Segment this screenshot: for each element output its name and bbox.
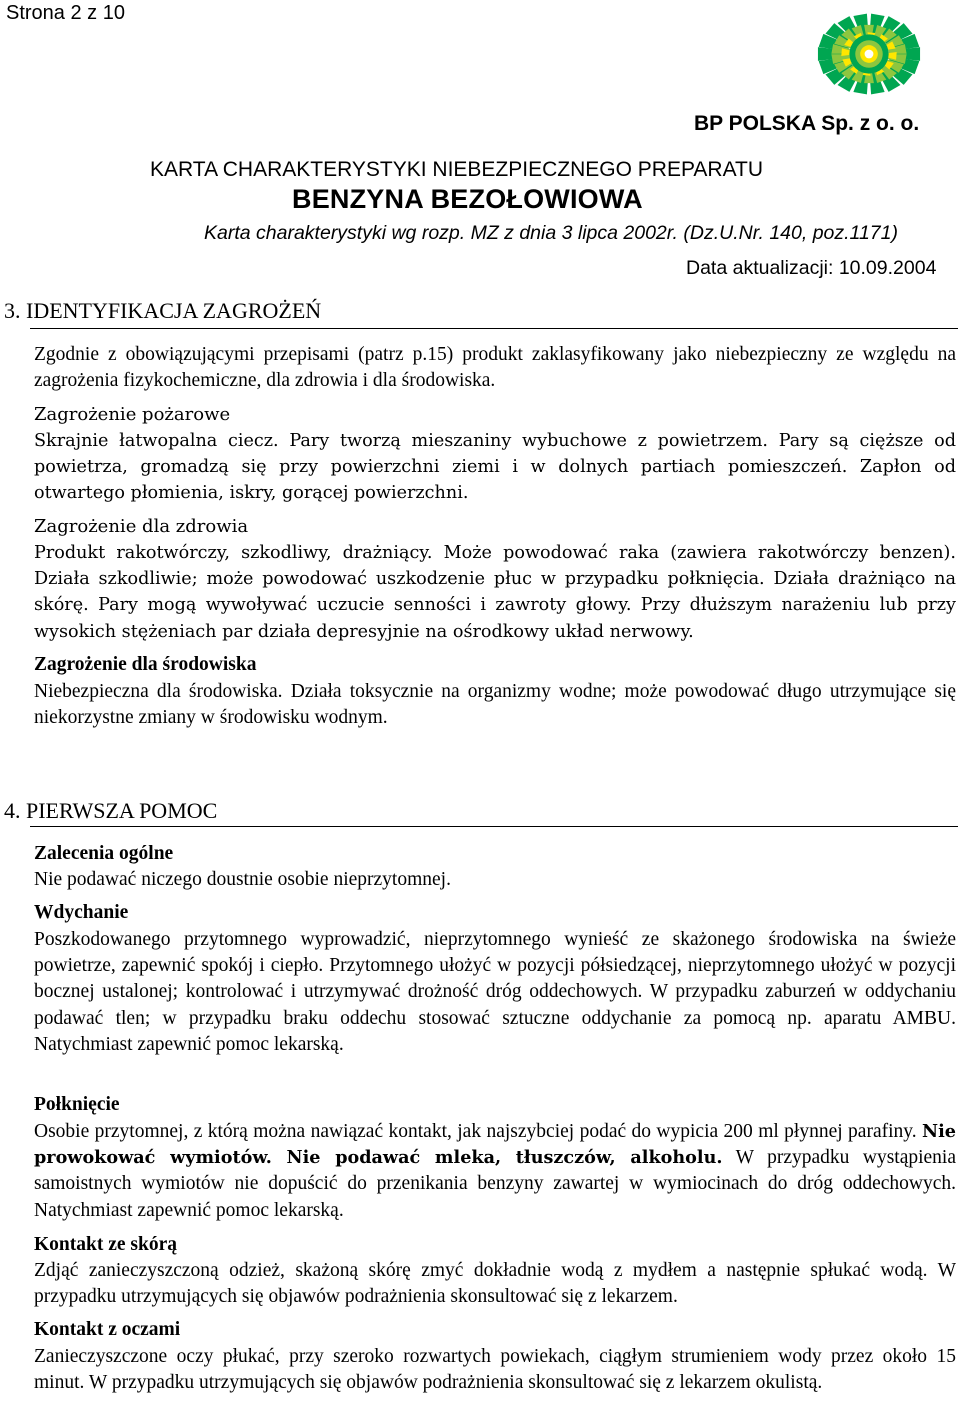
company-name: BP POLSKA Sp. z o. o. xyxy=(694,112,920,135)
ingestion-heading: Połknięcie xyxy=(34,1094,120,1115)
health-hazard-heading: Zagrożenie dla zdrowia xyxy=(34,516,249,537)
ingestion-text xyxy=(34,1119,956,1224)
environment-hazard-heading: Zagrożenie dla środowiska xyxy=(34,654,257,675)
update-date: Data aktualizacji: 10.09.2004 xyxy=(686,257,937,279)
eye-contact-text: Zanieczyszczone oczy płukać, przy szeroko rozwartych powiekach, ciągłym strumieniem wody przez około 15 minut. W przypadku utrzymujących się objawów podrażnienia skonsultować się z lekarzem okulistą. xyxy=(34,1346,956,1394)
inhalation-heading: Wdychanie xyxy=(34,902,129,923)
inhalation-text: Poszkodowanego przytomnego wyprowadzić, nieprzytomnego wynieść ze skażonego środowiska na świeże powietrze, zapewnić spokój i ciepło. Przytomnego ułożyć w pozycji półsiedzącej, nieprzytomnego ułożyć w pozycji bocznej ustalonej; kontrolować i utrzymywać drożność dróg oddechowych. W przypadku zaburzeń w oddychaniu podawać tlen; w przypadku braku oddechu stosować sztuczne oddychanie za pomocą np. aparatu AMBU. Natychmiast zapewnić pomoc lekarską. xyxy=(34,929,956,1055)
environment-hazard-text: Niebezpieczna dla środowiska. Działa toksycznie na organizmy wodne; może powodować długo utrzymujące się niekorzystne zmiany w środowisku wodnym. xyxy=(34,681,956,729)
skin-contact-heading: Kontakt ze skórą xyxy=(34,1234,177,1255)
section-divider xyxy=(30,328,958,329)
general-advice-text: Nie podawać niczego doustnie osobie nieprzytomnej. xyxy=(34,869,451,890)
bp-logo-icon xyxy=(800,0,938,108)
health-hazard-text: Produkt rakotwórczy, szkodliwy, drażniący. Może powodować raka (zawiera rakotwórczy benzen). Działa szkodliwie; może powodować uszkodzenie płuc w przypadku połknięcia. Działa drażniąco na skórę. Pary mogą wywoływać uczucie senności i zawroty głowy. Przy dłuższym narażeniu lub przy wysokich stężeniach par działa depresyjnie na ośrodkowy układ nerwowy. xyxy=(34,543,956,642)
general-advice-heading: Zalecenia ogólne xyxy=(34,843,174,864)
section-3-intro: Zgodnie z obowiązującymi przepisami (patrz p.15) produkt zaklasyfikowany jako niebezpieczny ze względu na zagrożenia fizykochemiczne, dla zdrowia i dla środowiska. xyxy=(34,344,956,392)
ingestion-text-1: Osobie przytomnej, z którą można nawiązać kontakt, jak najszybciej podać do wypicia 200 ml płynnej parafiny. xyxy=(34,1121,917,1142)
section-4-title: 4. PIERWSZA POMOC xyxy=(4,798,218,823)
eye-contact-heading: Kontakt z oczami xyxy=(34,1319,181,1340)
page-number: Strona 2 z 10 xyxy=(6,2,125,24)
document-type: KARTA CHARAKTERYSTYKI NIEBEZPIECZNEGO PREPARATU xyxy=(150,158,764,181)
product-name: BENZYNA BEZOŁOWIOWA xyxy=(292,184,643,214)
ingestion-warning: Nie prowokować wymiotów. Nie podawać mleka, tłuszczów, alkoholu. xyxy=(34,1121,957,1169)
ingestion-text-2: W przypadku wystąpienia samoistnych wymiotów nie dopuścić do przenikania benzyny zawartej w wymiocinach do dróg oddechowych. Natychmiast zapewnić pomoc lekarską. xyxy=(34,1147,957,1221)
section-3-title: 3. IDENTYFIKACJA ZAGROŻEŃ xyxy=(4,298,322,323)
fire-hazard-text: Skrajnie łatwopalna ciecz. Pary tworzą mieszaniny wybuchowe z powietrzem. Pary są cięższe od powietrza, gromadzą się przy powierzchni ziemi i w dolnych partiach pomieszczeń. Zapłon od otwartego płomienia, iskry, gorącej powierzchni. xyxy=(34,431,956,504)
regulation-reference: Karta charakterystyki wg rozp. MZ z dnia 3 lipca 2002r. (Dz.U.Nr. 140, poz.1171) xyxy=(204,222,898,244)
fire-hazard-heading: Zagrożenie pożarowe xyxy=(34,404,231,425)
skin-contact-text: Zdjąć zanieczyszczoną odzież, skażoną skórę zmyć dokładnie wodą z mydłem a następnie spłukać wodą. W przypadku utrzymujących się objawów podrażnienia skonsultować się z lekarzem. xyxy=(34,1260,956,1308)
section-divider xyxy=(30,826,958,827)
